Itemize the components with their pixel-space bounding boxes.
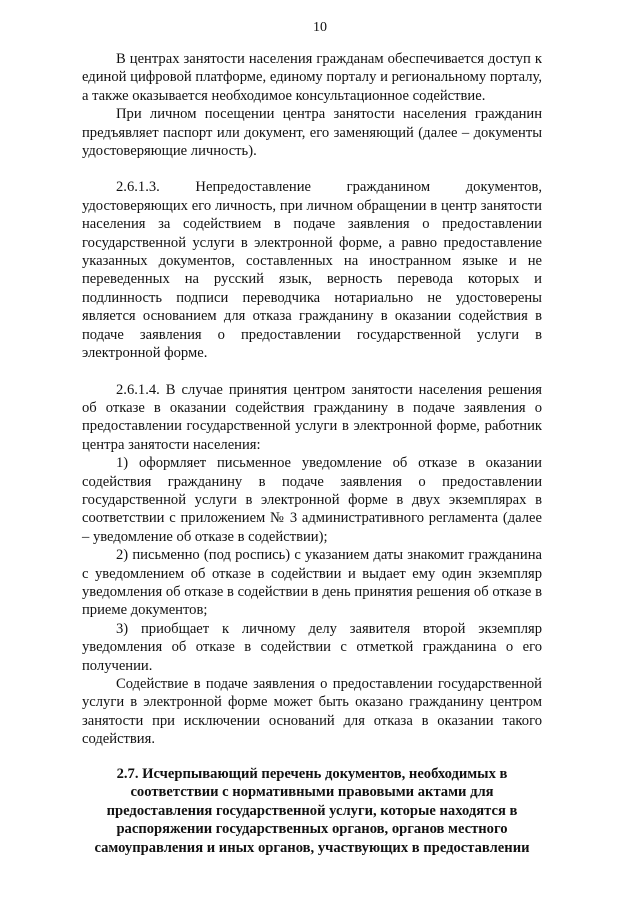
spacer — [82, 363, 542, 381]
spacer — [82, 160, 542, 178]
page-number: 10 — [313, 20, 327, 35]
list-item-1: 1) оформляет письменное уведомление об отказе в оказании содействия гражданину в подаче заявления о предоставлении государственной услуги в электронной форме в двух экземплярах в соответствии с приложением № 3 административного регламента (далее – уведомление об отказе в содействии); — [82, 455, 542, 545]
heading-line: 2.7. Исчерпывающий перечень документов, необходимых в — [116, 765, 508, 782]
spacer — [82, 749, 542, 765]
section-heading-2-7 — [82, 765, 542, 858]
heading-line: распоряжении государственных органов, органов местного — [116, 821, 508, 838]
paragraph-digital-platform-access: В центрах занятости населения гражданам обеспечивается доступ к единой цифровой платформе, единому порталу и региональному порталу, а также оказывается необходимое консультационное содействие. — [82, 51, 542, 104]
document-body — [82, 50, 542, 858]
list-item-3: 3) приобщает к личному делу заявителя второй экземпляр уведомления об отказе в содействии с отметкой гражданина о его получении. — [82, 620, 542, 674]
paragraph-identity-document: При личном посещении центра занятости населения гражданин предъявляет паспорт или документ, его заменяющий (далее – документы удостоверяющие личность). — [82, 106, 542, 160]
paragraph-2-6-1-3: 2.6.1.3. Непредоставление гражданином документов, удостоверяющих его личность, при личном обращении в центр занятости населения за содействием в подаче заявления о предоставлении государственной услуги в электронной форме, а равно предоставление указанных документов, составленных на иностранном языке и не переведенных на русский язык, верность перевода которых и подлинность подписи переводчика нотариально не удостоверены является основанием для отказа гражданину в оказании содействия в подаче заявления о предоставлении государственной услуги в электронной форме. — [82, 179, 542, 362]
list-item-2: 2) письменно (под роспись) с указанием даты знакомит гражданина с уведомлением об отказе в содействии и выдает ему один экземпляр уведомления об отказе в содействии в день принятия решения об отказе в приеме документов; — [82, 547, 542, 619]
paragraph-assistance: Содействие в подаче заявления о предоставлении государственной услуги в электронной форме может быть оказано гражданину центром занятости при исключении оснований для отказа в оказании такого содействия. — [82, 676, 542, 748]
heading-line: соответствии с нормативными правовыми актами для — [130, 784, 494, 801]
paragraph-2-6-1-4: 2.6.1.4. В случае принятия центром занятости населения решения об отказе в оказании содействия гражданину в подаче заявления о предоставлении государственной услуги в электронной форме, работник центра занятости населения: — [82, 381, 542, 453]
heading-line: самоуправления и иных органов, участвующих в предоставлении — [94, 840, 530, 856]
heading-line: предоставления государственной услуги, которые находятся в — [106, 802, 518, 819]
